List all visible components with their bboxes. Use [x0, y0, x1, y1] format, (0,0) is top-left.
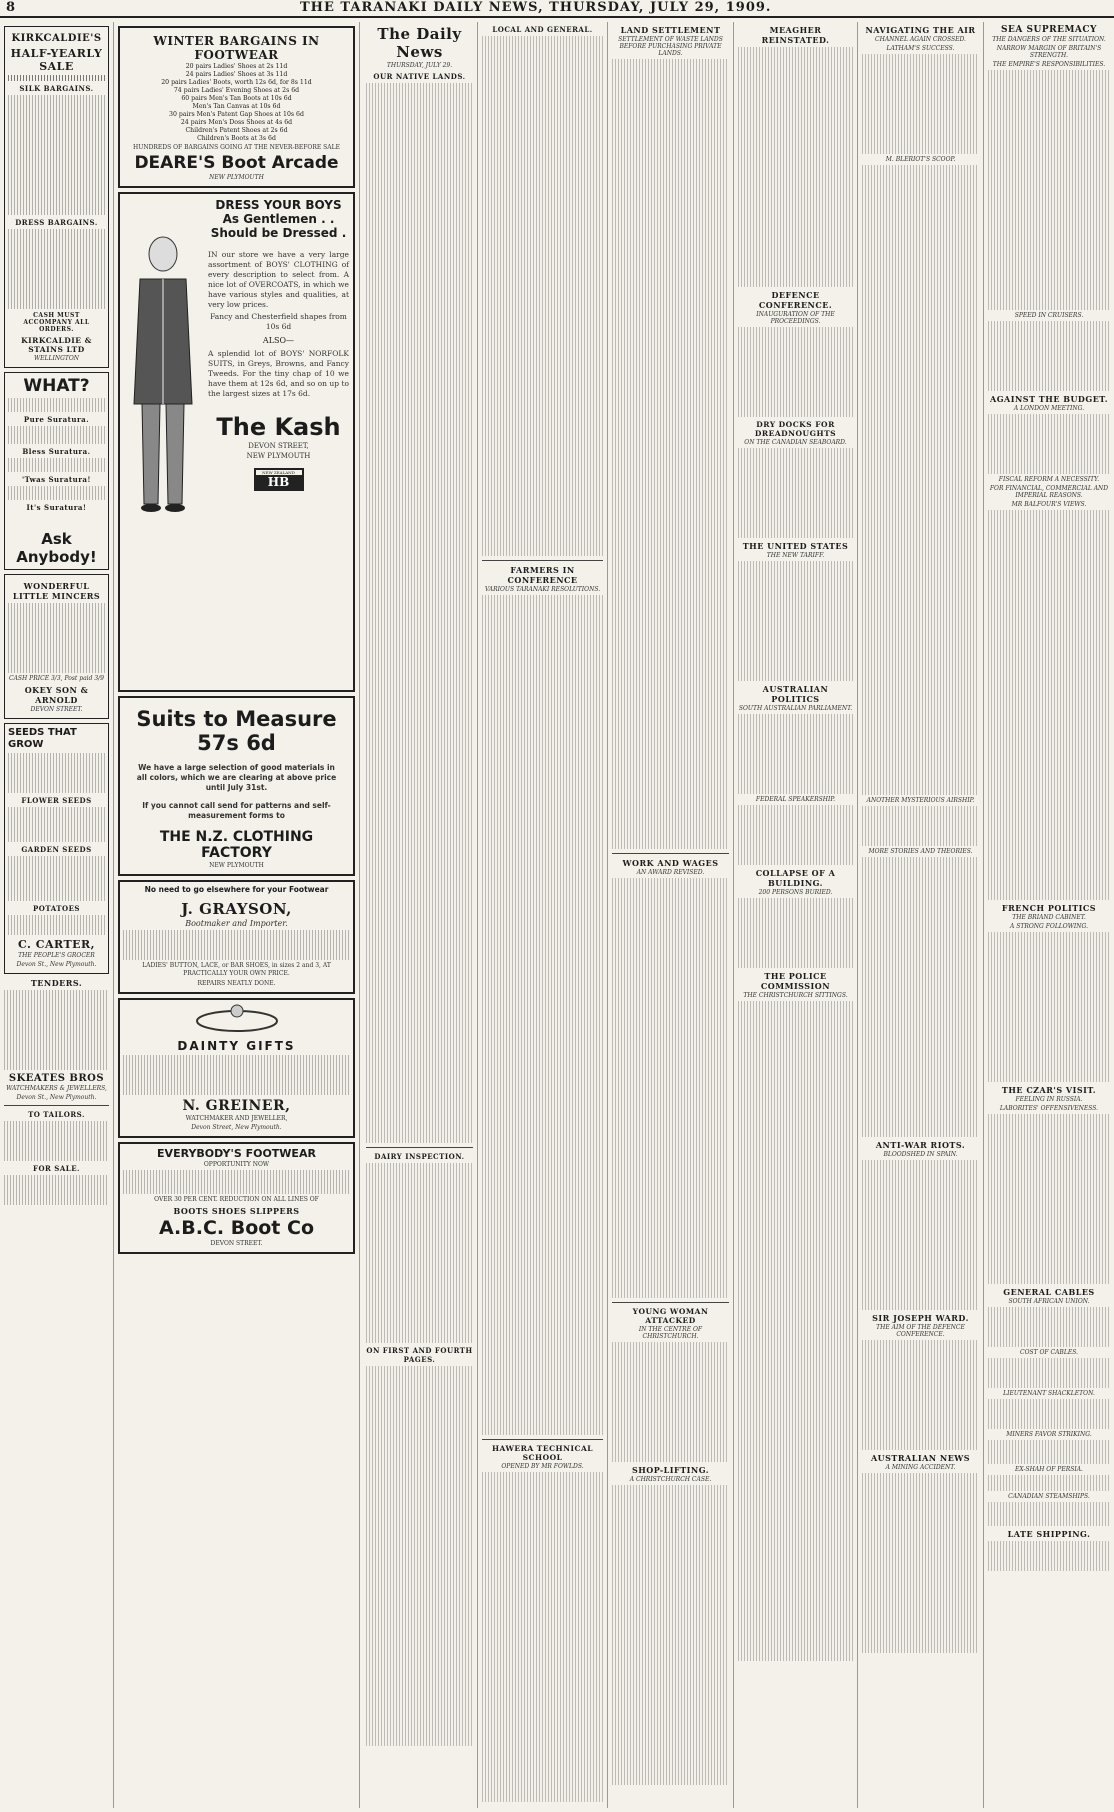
- work-wages-heading: WORK AND WAGES: [622, 858, 719, 868]
- carter-name: C. CARTER,: [18, 938, 95, 951]
- seeds-title: SEEDS THAT GROW: [8, 727, 77, 750]
- reduction-line: OVER 30 PER CENT. REDUCTION ON ALL LINES OF: [154, 1196, 319, 1203]
- kirkcaldie-title: KIRKCALDIE'S: [11, 33, 102, 44]
- defence-heading: DEFENCE CONFERENCE.: [758, 290, 833, 310]
- mincers-title: WONDERFUL LITTLE MINCERS: [12, 581, 101, 601]
- text-filler: [4, 1121, 109, 1161]
- text-filler: [8, 753, 105, 793]
- first-fourth-pages-heading: ON FIRST AND FOURTH PAGES.: [366, 1346, 473, 1364]
- flower-seeds: FLOWER SEEDS: [21, 796, 92, 805]
- text-filler: [988, 1440, 1110, 1464]
- text-filler: [862, 165, 979, 795]
- suits-price: 57s 6d: [197, 731, 276, 755]
- shop-lifting-heading: SHOP-LIFTING.: [631, 1465, 710, 1475]
- latham-sub: LATHAM'S SUCCESS.: [886, 45, 955, 52]
- what-heading: WHAT?: [23, 376, 90, 396]
- kash-ad: [118, 192, 355, 692]
- column-5-news: [608, 22, 734, 1808]
- page-title: THE TARANAKI DAILY NEWS, THURSDAY, JULY 29, 1909.: [300, 0, 772, 15]
- greiner-name: N. GREINER,: [182, 1098, 291, 1114]
- text-filler: [366, 1366, 473, 1746]
- kash-gentlemen: As Gentlemen . .: [222, 212, 335, 226]
- garden-seeds: GARDEN SEEDS: [21, 845, 92, 854]
- text-filler: [8, 229, 105, 309]
- briand-cabinet-sub: THE BRIAND CABINET.: [1012, 914, 1086, 921]
- farmers-sub: VARIOUS TARANAKI RESOLUTIONS.: [484, 586, 601, 593]
- text-filler: [738, 714, 853, 794]
- fiscal-reform-sub: FISCAL REFORM A NECESSITY.: [998, 476, 1100, 483]
- page-number: 8: [6, 0, 17, 15]
- miners-sub: MINERS FAVOR STRIKING.: [1006, 1431, 1092, 1438]
- hawera-heading: HAWERA TECHNICAL SCHOOL: [491, 1444, 594, 1462]
- sea-dangers-sub: THE DANGERS OF THE SITUATION.: [992, 36, 1106, 43]
- cost-cables-sub: COST OF CABLES.: [1019, 1349, 1079, 1356]
- divider: [482, 1439, 603, 1440]
- skeates-addr: Devon St., New Plymouth.: [16, 1094, 97, 1101]
- tenders-heading: TENDERS.: [30, 978, 83, 988]
- deare-item: 30 pairs Men's Patent Gap Shoes at 10s 6d: [169, 111, 304, 118]
- ring-illustration: [123, 1003, 350, 1039]
- greiner-addr: Devon Street, New Plymouth.: [191, 1124, 282, 1131]
- text-filler: [988, 1502, 1110, 1526]
- police-commission-heading: THE POLICE COMMISSION: [760, 971, 831, 991]
- pure-suratura: Pure Suratura.: [23, 415, 90, 424]
- text-filler: [988, 321, 1110, 391]
- channel-crossed-sub: CHANNEL AGAIN CROSSED.: [875, 36, 966, 43]
- kash-should: Should be Dressed .: [210, 226, 347, 240]
- text-filler: [862, 806, 979, 846]
- text-filler: [738, 327, 853, 417]
- united-states-sub: THE NEW TARIFF.: [766, 552, 825, 559]
- deare-item: 24 pairs Men's Doss Shoes at 4s 6d: [180, 119, 293, 126]
- kash-text: IN our store we have a very large assortment of BOYS' CLOTHING of every description to select from. A nice lot of OVERCOATS, in which we have various styles and qualities, at very low prices.: [208, 250, 349, 309]
- column-2-ads: [114, 22, 360, 1808]
- mysterious-airship-sub: ANOTHER MYSTERIOUS AIRSHIP.: [866, 797, 975, 804]
- kash-fancy: Fancy and Chesterfield shapes from 10s 6d: [210, 312, 347, 331]
- grayson-sub: Bootmaker and Importer.: [185, 919, 288, 928]
- text-filler: [988, 70, 1110, 310]
- silk-bargains-heading: SILK BARGAINS.: [19, 84, 94, 93]
- kash-name: The Kash: [216, 413, 341, 441]
- editorial-heading: OUR NATIVE LANDS.: [373, 72, 466, 81]
- anti-war-sub: BLOODSHED IN SPAIN.: [883, 1151, 958, 1158]
- text-filler: [8, 807, 105, 842]
- text-filler: [738, 805, 853, 865]
- dry-docks-heading: DRY DOCKS FOR DREADNOUGHTS: [754, 420, 837, 438]
- text-filler: [988, 1399, 1110, 1429]
- young-woman-heading: YOUNG WOMAN ATTACKED: [632, 1307, 709, 1325]
- young-woman-sub: IN THE CENTRE OF CHRISTCHURCH.: [638, 1326, 703, 1340]
- text-filler: [862, 54, 979, 154]
- nz-hb-logo: NEW ZEALAND HB: [254, 468, 304, 491]
- text-filler: [738, 448, 853, 538]
- greiner-sub: WATCHMAKER AND JEWELLER,: [185, 1115, 288, 1122]
- deare-ad: [118, 26, 355, 188]
- text-filler: [738, 561, 853, 681]
- federal-speakership-sub: FEDERAL SPEAKERSHIP.: [755, 796, 836, 803]
- kash-street: DEVON STREET,: [248, 442, 309, 450]
- column-1-ads: [0, 22, 114, 1808]
- deare-name: DEARE'S Boot Arcade: [134, 153, 339, 173]
- text-filler: [862, 1473, 979, 1653]
- against-budget-heading: AGAINST THE BUDGET.: [989, 394, 1109, 404]
- czars-visit-heading: THE CZAR'S VISIT.: [1001, 1085, 1097, 1095]
- narrow-margin-sub: NARROW MARGIN OF BRITAIN'S STRENGTH.: [996, 45, 1102, 59]
- text-filler: [123, 1170, 350, 1194]
- financial-reasons-sub: FOR FINANCIAL, COMMERCIAL AND IMPERIAL REASONS.: [989, 485, 1109, 499]
- text-filler: [8, 486, 105, 500]
- police-commission-sub: THE CHRISTCHURCH SITTINGS.: [743, 992, 848, 999]
- dainty-gifts: DAINTY GIFTS: [177, 1039, 296, 1053]
- text-filler: [123, 1055, 350, 1095]
- text-filler: [738, 898, 853, 968]
- local-general-heading: LOCAL AND GENERAL.: [492, 25, 593, 34]
- editorial-body: [366, 83, 473, 1143]
- grayson-list: LADIES' BUTTON, LACE, or BAR SHOES, in sizes 2 and 3, AT PRACTICALLY YOUR OWN PRICE.: [142, 962, 331, 977]
- laborites-sub: LABORITES' OFFENSIVENESS.: [999, 1105, 1099, 1112]
- sir-joseph-ward-heading: SIR JOSEPH WARD.: [872, 1313, 969, 1323]
- text-filler: [862, 857, 979, 1137]
- to-tailors: TO TAILORS.: [28, 1110, 85, 1119]
- text-filler: [123, 930, 350, 960]
- strong-following-sub: A STRONG FOLLOWING.: [1010, 923, 1088, 930]
- editorial-date: THURSDAY, JULY 29.: [386, 62, 453, 69]
- anti-war-heading: ANTI-WAR RIOTS.: [875, 1140, 966, 1150]
- text-filler: [8, 426, 105, 444]
- deare-item: 60 pairs Men's Tan Boots at 10s 6d: [181, 95, 292, 102]
- sir-joseph-ward-sub: THE AIM OF THE DEFENCE CONFERENCE.: [876, 1324, 965, 1338]
- late-shipping-heading: LATE SHIPPING.: [1007, 1529, 1091, 1539]
- kash-town: NEW PLYMOUTH: [246, 452, 311, 460]
- navigating-air-heading: NAVIGATING THE AIR: [865, 25, 976, 35]
- divider: [612, 1302, 729, 1303]
- dry-docks-sub: ON THE CANADIAN SEABOARD.: [744, 439, 847, 446]
- sea-supremacy-heading: SEA SUPREMACY: [1001, 25, 1097, 35]
- text-filler: [482, 1472, 603, 1802]
- column-8-cables: [984, 22, 1114, 1808]
- deare-heading: WINTER BARGAINS IN FOOTWEAR: [153, 34, 320, 62]
- no-need: No need to go elsewhere for your Footwear: [144, 885, 329, 894]
- text-filler: [988, 510, 1110, 900]
- dress-bargains-heading: DRESS BARGAINS.: [15, 218, 98, 227]
- text-filler: [988, 1114, 1110, 1284]
- column-3-editorial: [362, 22, 478, 1808]
- bleriot-sub: M. BLERIOT'S SCOOP.: [885, 156, 956, 163]
- okey-son-arnold: OKEY SON & ARNOLD: [24, 685, 89, 705]
- ex-shah-sub: EX-SHAH OF PERSIA.: [1015, 1466, 1083, 1473]
- mincers-ad: [4, 574, 109, 719]
- stories-theories-sub: MORE STORIES AND THEORIES.: [868, 848, 973, 855]
- cash-notice: CASH MUST ACCOMPANY ALL ORDERS.: [23, 312, 90, 333]
- skeates-name: SKEATES BROS: [8, 1073, 105, 1084]
- deare-item: 24 pairs Ladies' Shoes at 3s 11d: [185, 71, 288, 78]
- united-states-heading: THE UNITED STATES: [742, 541, 849, 551]
- potatoes: POTATOES: [33, 904, 80, 913]
- greiner-ad: [118, 998, 355, 1138]
- seeds-ad: [4, 723, 109, 974]
- empire-responsibilities-sub: THE EMPIRE'S RESPONSIBILITIES.: [992, 61, 1106, 68]
- deare-item: Men's Tan Canvas at 10s 6d: [192, 103, 281, 110]
- text-filler: [612, 1485, 729, 1785]
- nzcf-name: THE N.Z. CLOTHING FACTORY: [159, 829, 314, 861]
- suits-text: We have a large selection of good materials in all colors, which we are clearing at above price until July 31st.: [136, 763, 337, 792]
- collapse-sub: 200 PERSONS BURIED.: [758, 889, 833, 896]
- text-filler: [862, 1160, 979, 1310]
- land-settlement-sub: SETTLEMENT OF WASTE LANDS BEFORE PURCHASING PRIVATE LANDS.: [618, 36, 723, 57]
- column-4-news: [478, 22, 608, 1808]
- text-filler: [8, 398, 105, 412]
- defence-sub: INAUGURATION OF THE PROCEEDINGS.: [756, 311, 835, 325]
- text-filler: [8, 856, 105, 901]
- text-filler: [988, 932, 1110, 1082]
- text-filler: [988, 1541, 1110, 1571]
- deare-town: NEW PLYMOUTH: [209, 174, 264, 181]
- ask-anybody: Ask Anybody!: [16, 530, 97, 566]
- text-filler: [738, 47, 853, 287]
- divider: [366, 1147, 473, 1148]
- feeling-russia-sub: FEELING IN RUSSIA.: [1015, 1096, 1083, 1103]
- suits-send: If you cannot call send for patterns and self-measurement forms to: [142, 801, 331, 820]
- carter-sub: THE PEOPLE'S GROCER: [18, 952, 95, 959]
- mining-accident-sub: A MINING ACCIDENT.: [885, 1464, 956, 1471]
- twas-suratura: 'Twas Suratura!: [21, 475, 91, 484]
- grayson-name: J. GRAYSON,: [181, 900, 292, 918]
- abc-name: A.B.C. Boot Co: [158, 1217, 315, 1239]
- text-filler: [4, 1175, 109, 1205]
- australian-politics-heading: AUSTRALIAN POLITICS: [762, 684, 829, 704]
- shop-lifting-sub: A CHRISTCHURCH CASE.: [629, 1476, 712, 1483]
- divider: [4, 1105, 109, 1106]
- okey-town: DEVON STREET.: [30, 706, 83, 713]
- kash-norfolk: A splendid lot of BOYS' NORFOLK SUITS, in Greys, Browns, and Fancy Tweeds. For the tiny chap of 10 we have them at 12s 6d, and so on up to the largest sizes at 17s 6d.: [208, 349, 349, 398]
- deare-foot: HUNDREDS OF BARGAINS GOING AT THE NEVER-BEFORE SALE: [133, 144, 340, 151]
- skeates-sub: WATCHMAKERS & JEWELLERS,: [6, 1085, 107, 1092]
- nameplate: The Daily News: [377, 25, 462, 61]
- divider: [482, 560, 603, 561]
- column-6-cables: [734, 22, 858, 1808]
- deare-item: Children's Boots at 3s 6d: [197, 135, 276, 142]
- text-filler: [8, 915, 105, 935]
- french-politics-heading: FRENCH POLITICS: [1001, 903, 1097, 913]
- kirkcaldie-sale: HALF-YEARLY SALE: [10, 47, 103, 73]
- boy-illustration: [128, 224, 198, 524]
- canadian-steamships-sub: CANADIAN STEAMSHIPS.: [1008, 1493, 1090, 1500]
- text-filler: [612, 59, 729, 849]
- nz-clothing-factory-ad: [118, 696, 355, 876]
- abc-boot-ad: [118, 1142, 355, 1254]
- deare-item: 74 pairs Ladies' Evening Shoes at 2s 6d: [173, 87, 300, 94]
- boots-shoes-slippers: BOOTS SHOES SLIPPERS: [173, 1206, 300, 1216]
- abc-street: DEVON STREET.: [210, 1240, 263, 1247]
- collapse-heading: COLLAPSE OF A BUILDING.: [755, 868, 836, 888]
- text-filler: [366, 1163, 473, 1343]
- divider: [612, 853, 729, 854]
- london-meeting-sub: A LONDON MEETING.: [1013, 405, 1085, 412]
- text-filler: [738, 1001, 853, 1661]
- masthead: [0, 0, 1114, 18]
- text-filler: [4, 990, 109, 1070]
- its-suratura: It's Suratura!: [26, 503, 87, 512]
- everybodys-footwear: EVERYBODY'S FOOTWEAR: [157, 1147, 316, 1160]
- grayson-ad: [118, 880, 355, 994]
- general-cables-heading: GENERAL CABLES: [1003, 1287, 1095, 1297]
- south-african-union-sub: SOUTH AFRICAN UNION.: [1008, 1298, 1090, 1305]
- meagher-heading: MEAGHER REINSTATED.: [761, 25, 830, 45]
- australian-news-heading: AUSTRALIAN NEWS: [870, 1453, 971, 1463]
- kirkcaldie-ad: [4, 26, 109, 368]
- text-filler: [612, 1342, 729, 1462]
- mincer-price: CASH PRICE 3/3, Post paid 3/9: [9, 675, 104, 682]
- text-filler: [988, 1358, 1110, 1388]
- sa-parliament-sub: SOUTH AUSTRALIAN PARLIAMENT.: [738, 705, 853, 712]
- opportunity: OPPORTUNITY NOW: [203, 1161, 270, 1168]
- text-filler: [8, 95, 105, 215]
- text-filler: [612, 878, 729, 1298]
- text-filler: [862, 1340, 979, 1450]
- column-7-cables: [858, 22, 984, 1808]
- text-filler: [8, 75, 105, 81]
- text-filler: [482, 36, 603, 556]
- text-filler: [988, 414, 1110, 474]
- text-filler: [482, 595, 603, 1435]
- deare-item: 20 pairs Ladies' Boots, worth 12s 6d, for 8s 11d: [161, 79, 312, 86]
- speed-cruisers-sub: SPEED IN CRUISERS.: [1014, 312, 1084, 319]
- hawera-sub: OPENED BY MR FOWLDS.: [501, 1463, 584, 1470]
- kirkcaldie-firm: KIRKCALDIE & STAINS LTD: [21, 336, 92, 354]
- text-filler: [988, 1475, 1110, 1491]
- carter-addr: Devon St., New Plymouth.: [16, 961, 97, 968]
- for-sale: FOR SALE.: [32, 1164, 80, 1173]
- text-filler: [988, 1307, 1110, 1347]
- land-settlement-heading: LAND SETTLEMENT: [620, 25, 721, 35]
- deare-item: 20 pairs Ladies' Shoes at 2s 11d: [185, 63, 288, 70]
- kirkcaldie-town: WELLINGTON: [33, 355, 80, 362]
- dairy-heading: DAIRY INSPECTION.: [374, 1152, 465, 1161]
- nzcf-town: NEW PLYMOUTH: [209, 862, 264, 869]
- text-filler: [8, 603, 105, 673]
- suratura-ad: [4, 372, 109, 570]
- text-filler: [8, 458, 105, 472]
- grayson-repairs: REPAIRS NEATLY DONE.: [197, 980, 276, 987]
- work-wages-sub: AN AWARD REVISED.: [636, 869, 705, 876]
- shackleton-sub: LIEUTENANT SHACKLETON.: [1003, 1390, 1095, 1397]
- deare-item: Children's Patent Shoes at 2s 6d: [185, 127, 288, 134]
- farmers-heading: FARMERS IN CONFERENCE: [507, 565, 578, 585]
- bless-suratura: Bless Suratura.: [22, 447, 91, 456]
- deare-items: [123, 63, 350, 143]
- suits-heading: Suits to Measure: [136, 707, 337, 731]
- kash-also: ALSO—: [262, 336, 295, 345]
- balfour-views-sub: MR BALFOUR'S VIEWS.: [1011, 501, 1087, 508]
- kash-dress: DRESS YOUR BOYS: [215, 198, 342, 212]
